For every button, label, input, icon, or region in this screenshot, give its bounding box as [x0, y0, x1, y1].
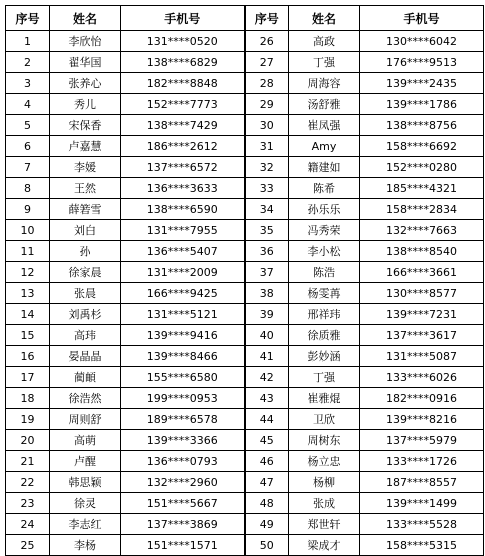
cell-name-right: 丁强 [289, 367, 360, 388]
cell-phone-right: 139****8216 [360, 409, 484, 430]
cell-seq-right: 44 [245, 409, 289, 430]
cell-name-left: 秀儿 [50, 94, 121, 115]
cell-name-left: 李杨 [50, 535, 121, 556]
table-row [6, 451, 484, 472]
cell-phone-left: 136****0793 [121, 451, 245, 472]
cell-name-right: 周树东 [289, 430, 360, 451]
cell-seq-left: 16 [6, 346, 50, 367]
cell-name-right: 丁强 [289, 52, 360, 73]
cell-phone-right: 139****1786 [360, 94, 484, 115]
cell-phone-right: 130****8577 [360, 283, 484, 304]
cell-phone-right: 139****1499 [360, 493, 484, 514]
header-name-left: 姓名 [50, 6, 121, 31]
cell-seq-right: 35 [245, 220, 289, 241]
cell-phone-left: 155****6580 [121, 367, 245, 388]
cell-phone-right: 137****5979 [360, 430, 484, 451]
header-seq-left: 序号 [6, 6, 50, 31]
cell-name-right: 周海容 [289, 73, 360, 94]
cell-phone-left: 138****6590 [121, 199, 245, 220]
cell-name-right: 高政 [289, 31, 360, 52]
cell-phone-left: 131****2009 [121, 262, 245, 283]
cell-name-left: 薛箬雪 [50, 199, 121, 220]
cell-phone-right: 176****9513 [360, 52, 484, 73]
cell-phone-left: 137****6572 [121, 157, 245, 178]
cell-seq-left: 12 [6, 262, 50, 283]
cell-name-left: 张晨 [50, 283, 121, 304]
cell-seq-right: 29 [245, 94, 289, 115]
table-row [6, 535, 484, 556]
cell-name-left: 张养心 [50, 73, 121, 94]
cell-seq-right: 49 [245, 514, 289, 535]
cell-name-right: 邢祥玮 [289, 304, 360, 325]
cell-phone-left: 137****3869 [121, 514, 245, 535]
cell-name-left: 徐浩然 [50, 388, 121, 409]
cell-name-left: 高萌 [50, 430, 121, 451]
cell-seq-left: 6 [6, 136, 50, 157]
cell-phone-right: 133****1726 [360, 451, 484, 472]
cell-name-left: 刘禹杉 [50, 304, 121, 325]
cell-phone-left: 136****5407 [121, 241, 245, 262]
table-row [6, 472, 484, 493]
cell-name-right: 徐质雅 [289, 325, 360, 346]
table-body [6, 31, 484, 556]
table-row [6, 304, 484, 325]
cell-seq-left: 19 [6, 409, 50, 430]
table-row [6, 31, 484, 52]
cell-seq-right: 45 [245, 430, 289, 451]
cell-seq-right: 50 [245, 535, 289, 556]
cell-name-right: 杨柳 [289, 472, 360, 493]
cell-seq-left: 23 [6, 493, 50, 514]
table-row [6, 136, 484, 157]
cell-seq-left: 11 [6, 241, 50, 262]
cell-seq-left: 25 [6, 535, 50, 556]
cell-name-left: 李媛 [50, 157, 121, 178]
cell-seq-left: 18 [6, 388, 50, 409]
table-row [6, 241, 484, 262]
table-row [6, 199, 484, 220]
cell-seq-right: 41 [245, 346, 289, 367]
cell-seq-left: 15 [6, 325, 50, 346]
cell-seq-right: 43 [245, 388, 289, 409]
header-row [6, 6, 484, 31]
cell-phone-right: 166****3661 [360, 262, 484, 283]
table-row [6, 388, 484, 409]
cell-phone-right: 131****5087 [360, 346, 484, 367]
cell-phone-right: 137****3617 [360, 325, 484, 346]
cell-seq-right: 47 [245, 472, 289, 493]
cell-phone-left: 189****6578 [121, 409, 245, 430]
cell-name-left: 徐灵 [50, 493, 121, 514]
cell-seq-right: 42 [245, 367, 289, 388]
table-row [6, 157, 484, 178]
cell-phone-left: 136****3633 [121, 178, 245, 199]
cell-seq-right: 37 [245, 262, 289, 283]
cell-seq-left: 21 [6, 451, 50, 472]
cell-seq-left: 7 [6, 157, 50, 178]
contact-table-container [5, 5, 484, 556]
cell-phone-left: 131****7955 [121, 220, 245, 241]
cell-seq-left: 10 [6, 220, 50, 241]
cell-name-left: 晏晶晶 [50, 346, 121, 367]
cell-phone-right: 138****8540 [360, 241, 484, 262]
cell-seq-right: 28 [245, 73, 289, 94]
cell-seq-right: 33 [245, 178, 289, 199]
cell-name-right: 杨立忠 [289, 451, 360, 472]
cell-name-left: 徐家晨 [50, 262, 121, 283]
cell-seq-right: 38 [245, 283, 289, 304]
cell-phone-right: 187****8557 [360, 472, 484, 493]
cell-seq-left: 5 [6, 115, 50, 136]
table-row [6, 73, 484, 94]
cell-name-right: 孙乐乐 [289, 199, 360, 220]
table-row [6, 346, 484, 367]
cell-name-left: 蔺頔 [50, 367, 121, 388]
cell-phone-left: 139****9416 [121, 325, 245, 346]
cell-name-left: 刘白 [50, 220, 121, 241]
cell-phone-right: 138****8756 [360, 115, 484, 136]
cell-name-right: 杨雯苒 [289, 283, 360, 304]
cell-phone-left: 138****7429 [121, 115, 245, 136]
cell-phone-right: 139****2435 [360, 73, 484, 94]
cell-seq-right: 48 [245, 493, 289, 514]
cell-name-left: 王然 [50, 178, 121, 199]
cell-seq-left: 1 [6, 31, 50, 52]
cell-phone-right: 182****0916 [360, 388, 484, 409]
cell-name-right: 陈浩 [289, 262, 360, 283]
table-row [6, 262, 484, 283]
cell-phone-right: 133****6026 [360, 367, 484, 388]
cell-seq-left: 4 [6, 94, 50, 115]
contact-table [5, 5, 484, 556]
cell-seq-left: 13 [6, 283, 50, 304]
cell-seq-right: 40 [245, 325, 289, 346]
cell-name-right: Amy [289, 136, 360, 157]
cell-name-right: 卫欣 [289, 409, 360, 430]
cell-name-right: 崔雅焜 [289, 388, 360, 409]
cell-seq-right: 26 [245, 31, 289, 52]
cell-name-left: 宋保香 [50, 115, 121, 136]
cell-phone-left: 138****6829 [121, 52, 245, 73]
cell-seq-left: 24 [6, 514, 50, 535]
table-row [6, 220, 484, 241]
cell-phone-right: 158****5315 [360, 535, 484, 556]
cell-phone-left: 131****0520 [121, 31, 245, 52]
cell-name-left: 李志红 [50, 514, 121, 535]
cell-seq-left: 17 [6, 367, 50, 388]
cell-name-right: 崔凤强 [289, 115, 360, 136]
table-row [6, 430, 484, 451]
cell-phone-right: 139****7231 [360, 304, 484, 325]
cell-phone-left: 151****5667 [121, 493, 245, 514]
header-phone-right: 手机号 [360, 6, 484, 31]
cell-phone-right: 158****2834 [360, 199, 484, 220]
cell-seq-right: 34 [245, 199, 289, 220]
table-row [6, 115, 484, 136]
cell-seq-left: 8 [6, 178, 50, 199]
cell-name-left: 翟华国 [50, 52, 121, 73]
cell-name-right: 郑世轩 [289, 514, 360, 535]
cell-name-left: 卢醒 [50, 451, 121, 472]
cell-seq-right: 46 [245, 451, 289, 472]
cell-phone-right: 133****5528 [360, 514, 484, 535]
cell-name-left: 周则舒 [50, 409, 121, 430]
table-row [6, 325, 484, 346]
cell-phone-left: 152****7773 [121, 94, 245, 115]
cell-phone-left: 151****1571 [121, 535, 245, 556]
cell-phone-left: 199****0953 [121, 388, 245, 409]
header-name-right: 姓名 [289, 6, 360, 31]
cell-seq-right: 32 [245, 157, 289, 178]
header-seq-right: 序号 [245, 6, 289, 31]
table-row [6, 367, 484, 388]
cell-phone-right: 132****7663 [360, 220, 484, 241]
table-row [6, 283, 484, 304]
cell-seq-right: 27 [245, 52, 289, 73]
header-phone-left: 手机号 [121, 6, 245, 31]
cell-seq-left: 2 [6, 52, 50, 73]
cell-name-left: 韩思颖 [50, 472, 121, 493]
cell-name-left: 卢嘉慧 [50, 136, 121, 157]
cell-name-right: 张成 [289, 493, 360, 514]
cell-name-right: 籍建如 [289, 157, 360, 178]
cell-name-left: 高玮 [50, 325, 121, 346]
cell-phone-left: 132****2960 [121, 472, 245, 493]
table-row [6, 178, 484, 199]
cell-name-left: 李欣怡 [50, 31, 121, 52]
cell-seq-right: 30 [245, 115, 289, 136]
cell-phone-right: 158****6692 [360, 136, 484, 157]
table-row [6, 409, 484, 430]
cell-phone-left: 139****3366 [121, 430, 245, 451]
cell-phone-left: 139****8466 [121, 346, 245, 367]
table-row [6, 94, 484, 115]
cell-phone-left: 166****9425 [121, 283, 245, 304]
cell-seq-right: 39 [245, 304, 289, 325]
table-row [6, 52, 484, 73]
cell-name-left: 孙 [50, 241, 121, 262]
cell-phone-right: 152****0280 [360, 157, 484, 178]
cell-seq-right: 36 [245, 241, 289, 262]
table-row [6, 514, 484, 535]
cell-phone-left: 131****5121 [121, 304, 245, 325]
cell-phone-right: 185****4321 [360, 178, 484, 199]
cell-seq-left: 14 [6, 304, 50, 325]
cell-phone-left: 182****8848 [121, 73, 245, 94]
table-row [6, 493, 484, 514]
cell-seq-right: 31 [245, 136, 289, 157]
cell-seq-left: 20 [6, 430, 50, 451]
cell-name-right: 汤舒雅 [289, 94, 360, 115]
cell-name-right: 彭妙涵 [289, 346, 360, 367]
cell-name-right: 陈希 [289, 178, 360, 199]
cell-phone-left: 186****2612 [121, 136, 245, 157]
cell-phone-right: 130****6042 [360, 31, 484, 52]
cell-name-right: 冯秀荣 [289, 220, 360, 241]
cell-seq-left: 9 [6, 199, 50, 220]
cell-name-right: 梁成才 [289, 535, 360, 556]
cell-seq-left: 3 [6, 73, 50, 94]
cell-name-right: 李小松 [289, 241, 360, 262]
cell-seq-left: 22 [6, 472, 50, 493]
